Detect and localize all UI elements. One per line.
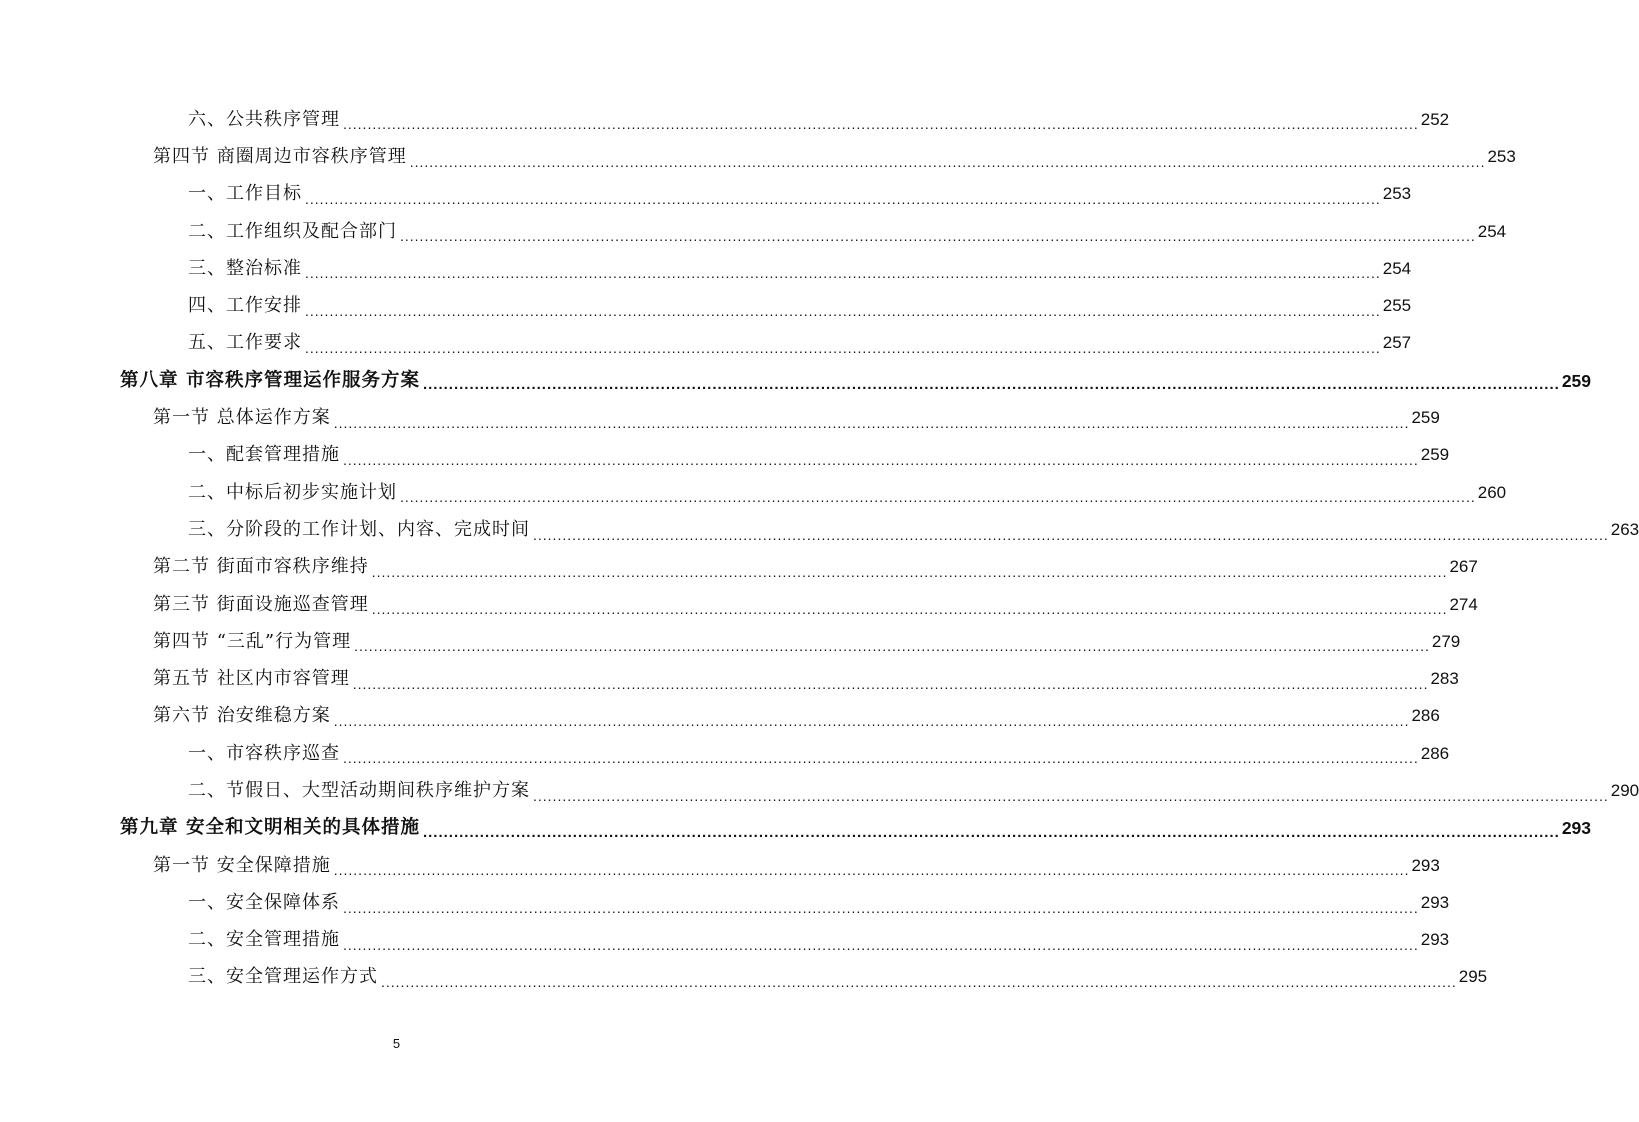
toc-section-entry[interactable]: [0, 586, 1478, 623]
toc-dot-leader: ............................................................................................................................................................................................................................: [343, 750, 1419, 767]
toc-entry-page-number: 274: [1449, 594, 1478, 614]
toc-subsection-entry[interactable]: [0, 959, 1488, 996]
toc-entry-title: 第九章 安全和文明相关的具体措施: [120, 817, 420, 839]
toc-entry-page-number: 254: [1477, 221, 1507, 241]
toc-entry-title: 第一节 总体运作方案: [153, 407, 331, 429]
toc-entry-page-number: 293: [1411, 855, 1440, 875]
toc-entry-page-number: 290: [1610, 780, 1639, 800]
toc-dot-leader: ............................................................................................................................................................................................................................: [533, 526, 1609, 543]
toc-entry-page-number: 255: [1382, 296, 1412, 316]
toc-section-entry[interactable]: [0, 399, 1440, 436]
toc-entry-page-number: 295: [1458, 967, 1488, 987]
toc-subsection-entry[interactable]: [0, 735, 1450, 772]
toc-entry-page-number: 259: [1561, 370, 1592, 391]
toc-subsection-entry[interactable]: [0, 325, 1412, 362]
toc-dot-leader: ............................................................................................................................................................................................................................: [343, 116, 1419, 133]
toc-entry-title: 三、分阶段的工作计划、内容、完成时间: [188, 518, 530, 540]
toc-dot-leader: ............................................................................................................................................................................................................................: [305, 265, 1381, 282]
toc-entry-title: 第八章 市容秩序管理运作服务方案: [120, 369, 420, 391]
toc-dot-leader: ............................................................................................................................................................................................................................: [371, 563, 1448, 580]
page-number: 5: [392, 1036, 401, 1051]
toc-dot-leader: ............................................................................................................................................................................................................................: [381, 974, 1457, 991]
toc-entry-title: 六、公共秩序管理: [188, 108, 340, 130]
toc-dot-leader: ............................................................................................................................................................................................................................: [305, 190, 1381, 207]
toc-dot-leader: ............................................................................................................................................................................................................................: [343, 899, 1419, 916]
toc-entry-page-number: 293: [1420, 930, 1450, 950]
toc-subsection-entry[interactable]: [0, 250, 1412, 287]
toc-entry-title: 第二节 街面市容秩序维持: [153, 556, 369, 578]
toc-entry-title: 第五节 社区内市容管理: [153, 668, 350, 690]
toc-entry-title: 五、工作要求: [188, 332, 302, 354]
toc-entry-title: 二、安全管理措施: [188, 929, 340, 951]
toc-subsection-entry[interactable]: [0, 922, 1450, 959]
toc-dot-leader: ............................................................................................................................................................................................................................: [422, 823, 1560, 841]
toc-entry-page-number: 254: [1382, 258, 1412, 278]
toc-dot-leader: ............................................................................................................................................................................................................................: [533, 787, 1609, 804]
toc-entry-title: 第六节 治安维稳方案: [153, 705, 331, 727]
toc-chapter-entry[interactable]: [0, 810, 1592, 847]
toc-entry-title: 第四节 “三乱”行为管理: [153, 630, 352, 652]
toc-dot-leader: ............................................................................................................................................................................................................................: [333, 414, 1410, 431]
toc-entry-page-number: 259: [1411, 408, 1440, 428]
toc-subsection-entry[interactable]: [0, 287, 1412, 324]
toc-entry-page-number: 267: [1449, 557, 1478, 577]
toc-entry-title: 一、市容秩序巡查: [188, 742, 340, 764]
toc-section-entry[interactable]: [0, 138, 1516, 175]
toc-subsection-entry[interactable]: [0, 437, 1450, 474]
toc-entry-title: 一、工作目标: [188, 183, 302, 205]
toc-entry-page-number: 293: [1561, 818, 1592, 839]
toc-entry-page-number: 259: [1420, 445, 1450, 465]
toc-dot-leader: ............................................................................................................................................................................................................................: [352, 675, 1429, 692]
toc-entry-page-number: 253: [1487, 146, 1516, 166]
toc-entry-page-number: 293: [1420, 892, 1450, 912]
toc-dot-leader: ............................................................................................................................................................................................................................: [422, 376, 1560, 394]
toc-entry-title: 二、工作组织及配合部门: [188, 220, 397, 242]
toc-section-entry[interactable]: [0, 698, 1440, 735]
toc-entry-title: 一、安全保障体系: [188, 891, 340, 913]
toc-dot-leader: ............................................................................................................................................................................................................................: [371, 601, 1448, 618]
toc-subsection-entry[interactable]: [0, 511, 1639, 548]
toc-entry-title: 二、节假日、大型活动期间秩序维护方案: [188, 779, 530, 801]
toc-dot-leader: ............................................................................................................................................................................................................................: [333, 862, 1410, 879]
toc-dot-leader: ............................................................................................................................................................................................................................: [400, 228, 1476, 245]
toc-entry-title: 三、安全管理运作方式: [188, 966, 378, 988]
toc-dot-leader: ............................................................................................................................................................................................................................: [333, 713, 1410, 730]
toc-dot-leader: ............................................................................................................................................................................................................................: [400, 489, 1476, 506]
toc-entry-title: 四、工作安排: [188, 295, 302, 317]
toc-entry-title: 第一节 安全保障措施: [153, 854, 331, 876]
toc-dot-leader: ............................................................................................................................................................................................................................: [305, 340, 1381, 357]
table-of-contents: [0, 101, 1639, 996]
toc-section-entry[interactable]: [0, 549, 1478, 586]
toc-entry-page-number: 279: [1431, 631, 1461, 651]
toc-subsection-entry[interactable]: [0, 101, 1450, 138]
toc-dot-leader: ............................................................................................................................................................................................................................: [343, 936, 1419, 953]
toc-subsection-entry[interactable]: [0, 772, 1639, 809]
toc-entry-title: 二、中标后初步实施计划: [188, 481, 397, 503]
toc-entry-page-number: 286: [1420, 743, 1450, 763]
toc-subsection-entry[interactable]: [0, 884, 1450, 921]
toc-dot-leader: ............................................................................................................................................................................................................................: [409, 153, 1486, 170]
toc-dot-leader: ............................................................................................................................................................................................................................: [305, 302, 1381, 319]
toc-chapter-entry[interactable]: [0, 362, 1592, 399]
toc-section-entry[interactable]: [0, 623, 1461, 660]
toc-dot-leader: ............................................................................................................................................................................................................................: [343, 451, 1419, 468]
toc-entry-title: 三、整治标准: [188, 257, 302, 279]
toc-entry-page-number: 253: [1382, 184, 1412, 204]
toc-section-entry[interactable]: [0, 847, 1440, 884]
toc-entry-page-number: 252: [1420, 109, 1450, 129]
toc-section-entry[interactable]: [0, 660, 1459, 697]
toc-entry-title: 第四节 商圈周边市容秩序管理: [153, 145, 407, 167]
toc-entry-page-number: 257: [1382, 333, 1412, 353]
toc-entry-page-number: 263: [1610, 519, 1639, 539]
toc-entry-title: 第三节 街面设施巡查管理: [153, 593, 369, 615]
toc-dot-leader: ............................................................................................................................................................................................................................: [354, 638, 1430, 655]
toc-subsection-entry[interactable]: [0, 474, 1507, 511]
toc-subsection-entry[interactable]: [0, 213, 1507, 250]
toc-entry-page-number: 286: [1411, 706, 1440, 726]
toc-subsection-entry[interactable]: [0, 176, 1412, 213]
toc-entry-page-number: 283: [1430, 669, 1459, 689]
toc-entry-page-number: 260: [1477, 482, 1507, 502]
toc-entry-title: 一、配套管理措施: [188, 444, 340, 466]
